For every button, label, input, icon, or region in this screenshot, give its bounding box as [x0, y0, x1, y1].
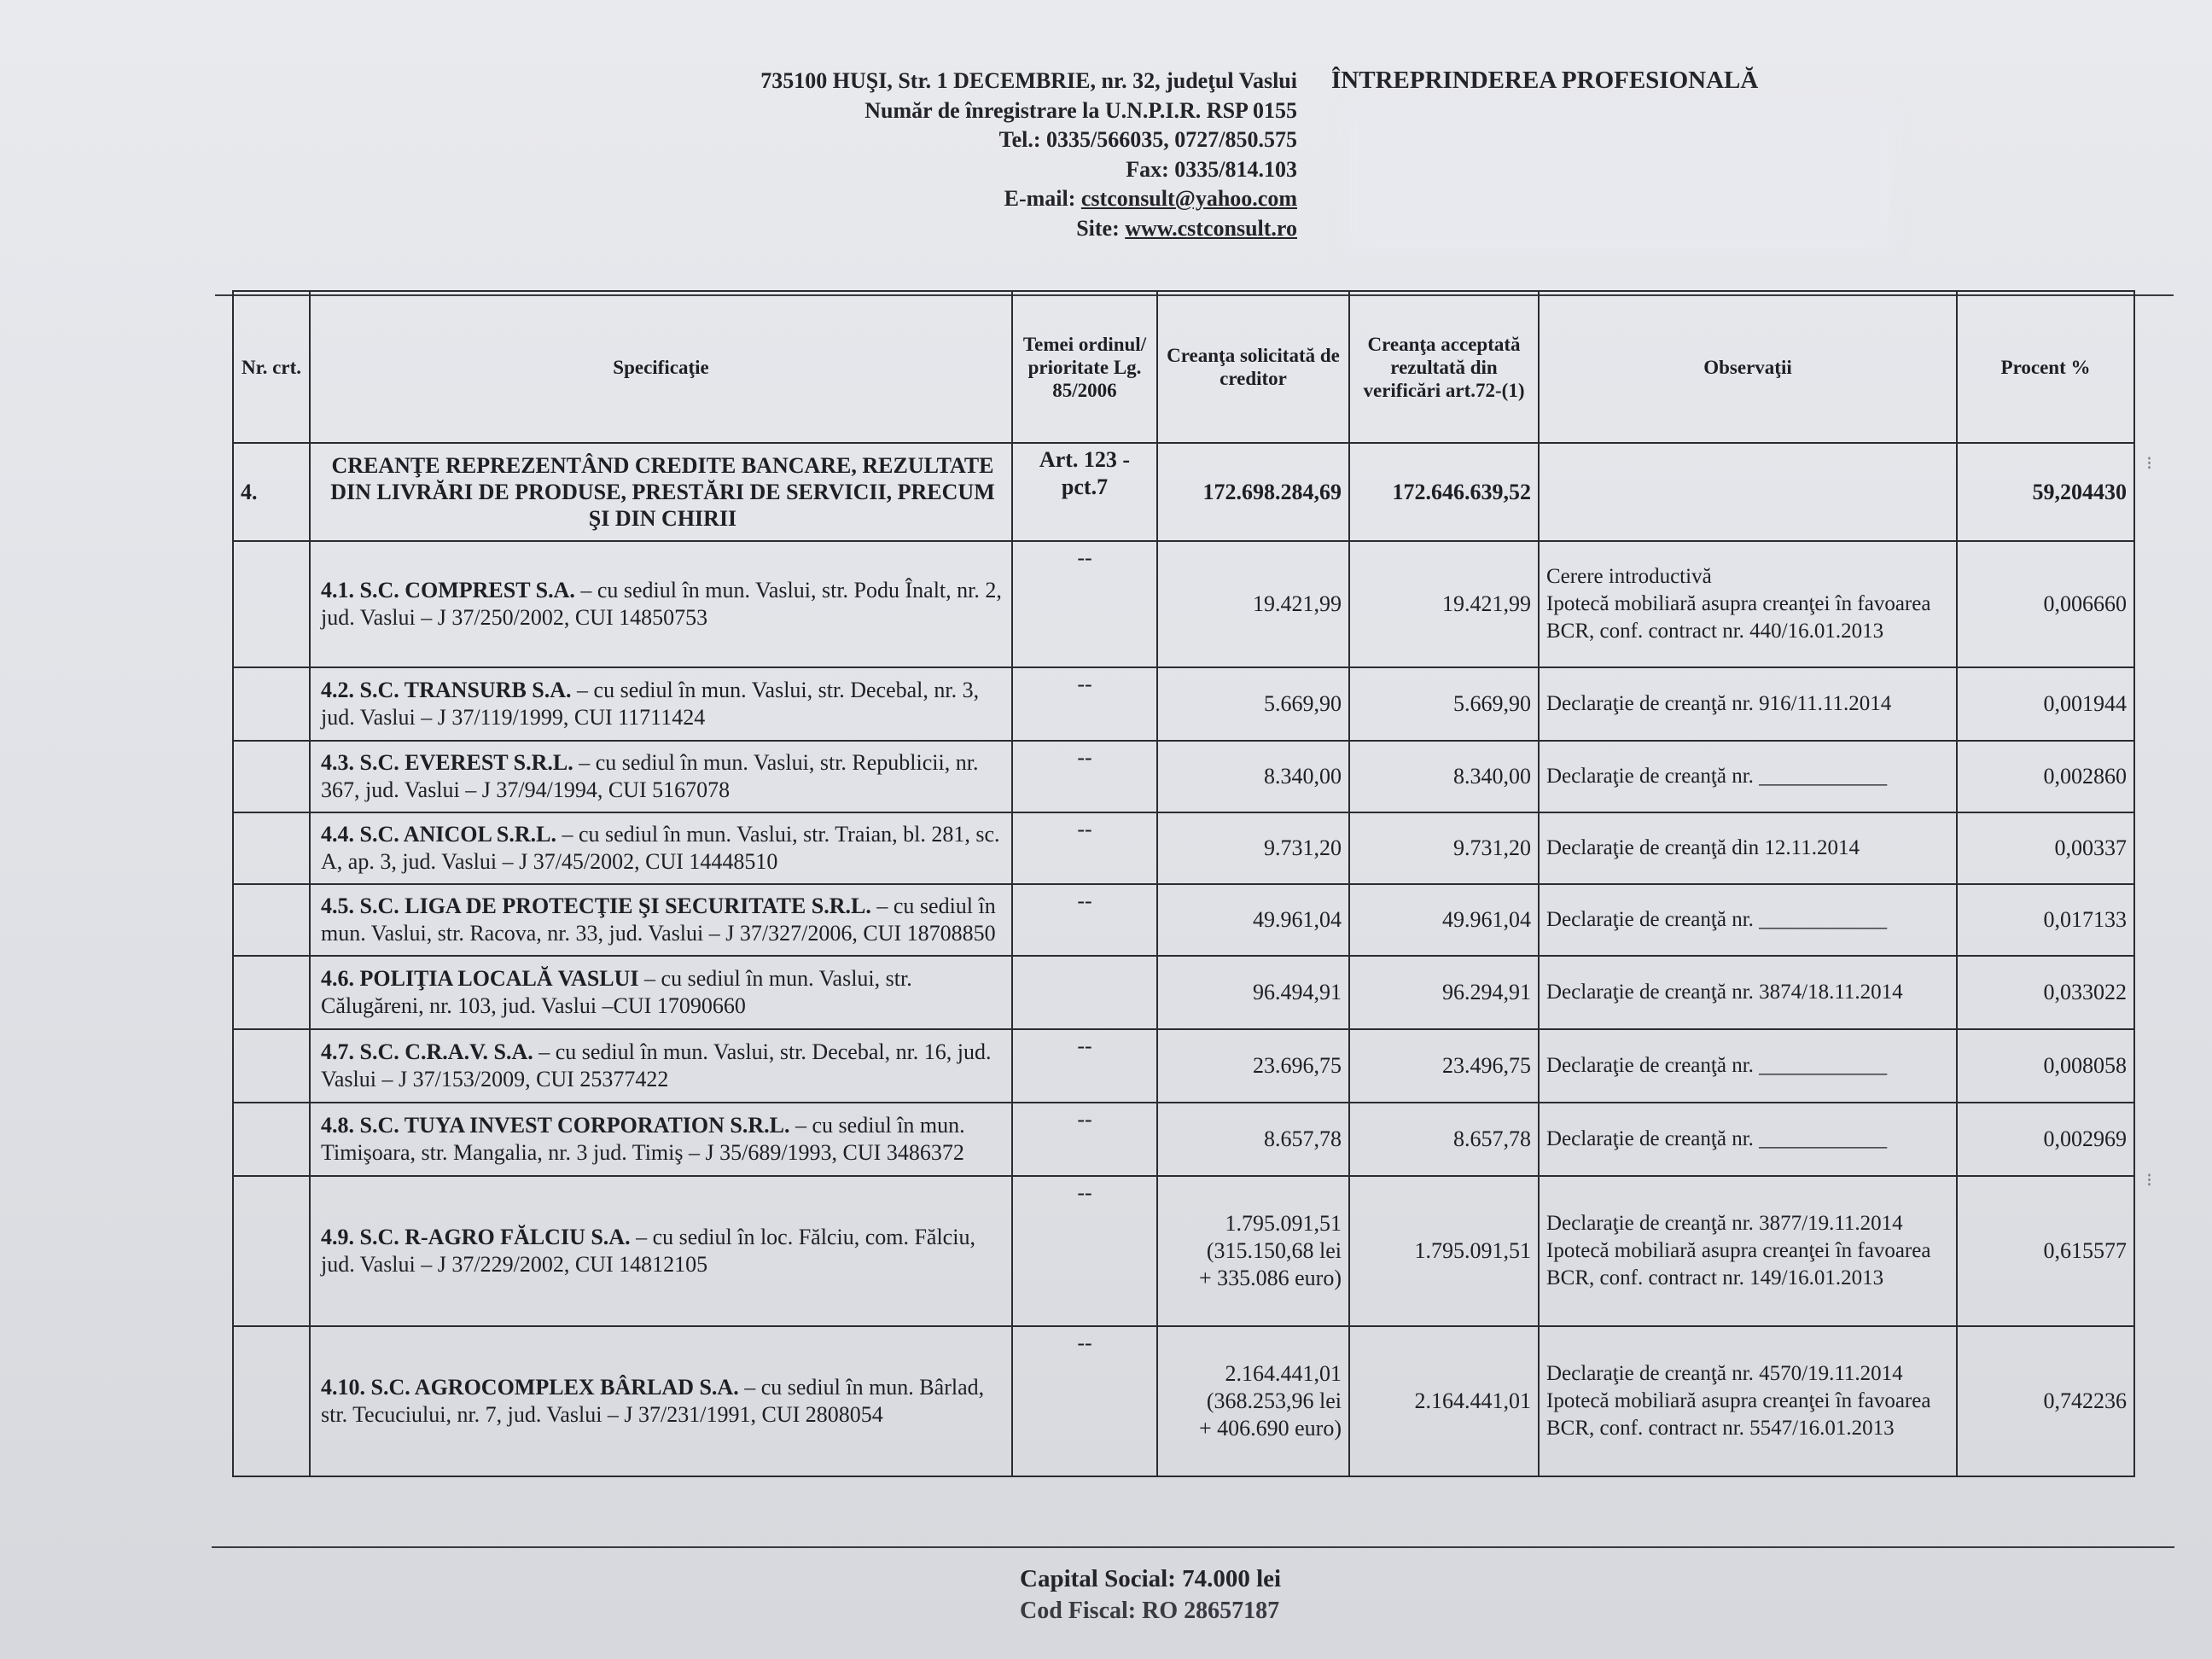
- row-obs: Declaraţie de creanţă nr. ____________: [1539, 741, 1957, 812]
- row-procent: 0,615577: [1957, 1176, 2134, 1326]
- row-solicitata: 23.696,75: [1157, 1029, 1349, 1103]
- row-art: --: [1012, 741, 1157, 812]
- row-spec: [310, 1029, 1012, 1103]
- row-acceptata: 2.164.441,01: [1349, 1326, 1539, 1476]
- row-procent: 0,002969: [1957, 1103, 2134, 1176]
- row-acceptata: 9.731,20: [1349, 812, 1539, 884]
- header-row: [233, 291, 2134, 443]
- capital-social: Capital Social: 74.000 lei: [1020, 1565, 1282, 1592]
- row-obs: Declaraţie de creanţă nr. 3874/18.11.2014: [1539, 956, 1957, 1029]
- table-row: [233, 741, 2134, 812]
- row-art: --: [1012, 1176, 1157, 1326]
- row-acceptata: 19.421,99: [1349, 541, 1539, 667]
- margin-mark: ⁝: [2146, 1169, 2152, 1190]
- row-company-name: POLIŢIA LOCALĂ VASLUI: [359, 966, 639, 991]
- category-acceptata: 172.646.639,52: [1349, 443, 1539, 541]
- row-company-name: S.C. TUYA INVEST CORPORATION S.R.L.: [359, 1113, 790, 1138]
- row-procent: 0,002860: [1957, 741, 2134, 812]
- row-code: 4.8.: [321, 1113, 354, 1138]
- col-temei: Temei ordinul/ prioritate Lg. 85/2006: [1012, 291, 1157, 443]
- row-art: --: [1012, 1103, 1157, 1176]
- row-spec: [310, 741, 1012, 812]
- row-solicitata: 19.421,99: [1157, 541, 1349, 667]
- category-nr: 4.: [233, 443, 310, 541]
- org-title: ÎNTREPRINDEREA PROFESIONALĂ: [1331, 67, 1759, 94]
- redaction-patch: [1353, 109, 1886, 246]
- row-details: – cu sediul în mun. Vaslui, str. Traian, bl. 281, sc. A, ap. 3, jud. Vaslui – J 37/45/2002, CUI 14448510: [321, 822, 1000, 874]
- row-nr: [233, 1029, 310, 1103]
- row-procent: 0,017133: [1957, 884, 2134, 956]
- row-acceptata: 8.657,78: [1349, 1103, 1539, 1176]
- row-code: 4.7.: [321, 1039, 354, 1064]
- row-obs: Declaraţie de creanţă nr. ____________: [1539, 1029, 1957, 1103]
- col-solicitata: Creanţa solicitată de creditor: [1157, 291, 1349, 443]
- row-acceptata: 8.340,00: [1349, 741, 1539, 812]
- row-company-name: S.C. EVEREST S.R.L.: [359, 750, 573, 775]
- col-obs: Observaţii: [1539, 291, 1957, 443]
- row-nr: [233, 741, 310, 812]
- firm-header: [597, 67, 1297, 243]
- row-details: – cu sediul în mun. Timişoara, str. Mangalia, nr. 3 jud. Timiş – J 35/689/1993, CUI 3486372: [321, 1113, 965, 1165]
- table-row: [233, 884, 2134, 956]
- row-code: 4.10.: [321, 1375, 365, 1400]
- row-art: --: [1012, 541, 1157, 667]
- col-acceptata: Creanţa acceptată rezultată din verificări art.72-(1): [1349, 291, 1539, 443]
- address-line: 735100 HUŞI, Str. 1 DECEMBRIE, nr. 32, judeţul Vaslui: [760, 68, 1297, 93]
- table-row: [233, 541, 2134, 667]
- row-obs: Declaraţie de creanţă nr. 916/11.11.2014: [1539, 667, 1957, 741]
- row-solicitata: 49.961,04: [1157, 884, 1349, 956]
- row-spec: [310, 541, 1012, 667]
- row-code: 4.3.: [321, 750, 354, 775]
- row-obs: Declaraţie de creanţă din 12.11.2014: [1539, 812, 1957, 884]
- table-row: [233, 956, 2134, 1029]
- row-solicitata: 2.164.441,01 (368.253,96 lei + 406.690 euro): [1157, 1326, 1349, 1476]
- row-company-name: S.C. AGROCOMPLEX BÂRLAD S.A.: [370, 1375, 739, 1400]
- row-acceptata: 49.961,04: [1349, 884, 1539, 956]
- email-label: E-mail:: [1004, 186, 1076, 211]
- cut-off-line: Cod Fiscal: RO 28657187: [1020, 1598, 1280, 1624]
- col-spec: Specificaţie: [310, 291, 1012, 443]
- site-link[interactable]: www.cstconsult.ro: [1125, 215, 1297, 241]
- row-nr: [233, 1103, 310, 1176]
- row-company-name: S.C. LIGA DE PROTECŢIE ŞI SECURITATE S.R.L.: [359, 894, 871, 918]
- row-procent: 0,008058: [1957, 1029, 2134, 1103]
- row-art: --: [1012, 884, 1157, 956]
- row-details: – cu sediul în mun. Vaslui, str. Decebal, nr. 16, jud. Vaslui – J 37/153/2009, CUI 25377422: [321, 1039, 992, 1091]
- row-acceptata: 1.795.091,51: [1349, 1176, 1539, 1326]
- category-solicitata: 172.698.284,69: [1157, 443, 1349, 541]
- email-link[interactable]: cstconsult@yahoo.com: [1080, 186, 1297, 211]
- row-nr: [233, 1326, 310, 1476]
- row-obs: Declaraţie de creanţă nr. ____________: [1539, 884, 1957, 956]
- table-row: [233, 667, 2134, 741]
- row-code: 4.6.: [321, 966, 354, 991]
- row-details: – cu sediul în mun. Vaslui, str. Călugăreni, nr. 103, jud. Vaslui –CUI 17090660: [321, 966, 912, 1018]
- row-obs: Declaraţie de creanţă nr. ____________: [1539, 1103, 1957, 1176]
- category-row: [233, 443, 2134, 541]
- row-solicitata: 9.731,20: [1157, 812, 1349, 884]
- site-label: Site:: [1076, 215, 1120, 241]
- row-details: – cu sediul în mun. Vaslui, str. Racova, nr. 33, jud. Vaslui – J 37/327/2006, CUI 18708850: [321, 894, 996, 946]
- category-obs: [1539, 443, 1957, 541]
- col-procent: Procent %: [1957, 291, 2134, 443]
- row-obs: Declaraţie de creanţă nr. 4570/19.11.2014 Ipotecă mobiliară asupra creanţei în favoarea BCR, conf. contract nr. 5547/16.01.2013: [1539, 1326, 1957, 1476]
- row-spec: [310, 884, 1012, 956]
- row-spec: [310, 1103, 1012, 1176]
- row-art: --: [1012, 1029, 1157, 1103]
- row-company-name: S.C. COMPREST S.A.: [359, 578, 575, 602]
- site-line: [597, 214, 1297, 244]
- row-procent: 0,00337: [1957, 812, 2134, 884]
- row-code: 4.5.: [321, 894, 354, 918]
- bottom-rule: [212, 1546, 2174, 1548]
- row-procent: 0,033022: [1957, 956, 2134, 1029]
- registration-line: Număr de înregistrare la U.N.P.I.R. RSP 0155: [864, 97, 1297, 123]
- table-row: [233, 812, 2134, 884]
- table-row: [233, 1029, 2134, 1103]
- row-nr: [233, 1176, 310, 1326]
- row-solicitata: 96.494,91: [1157, 956, 1349, 1029]
- row-company-name: S.C. ANICOL S.R.L.: [359, 822, 556, 847]
- row-details: – cu sediul în mun. Vaslui, str. Republicii, nr. 367, jud. Vaslui – J 37/94/1994, CUI 5167078: [321, 750, 979, 802]
- tel-line: Tel.: 0335/566035, 0727/850.575: [998, 127, 1297, 152]
- row-art: --: [1012, 1326, 1157, 1476]
- row-procent: 0,742236: [1957, 1326, 2134, 1476]
- row-company-name: S.C. C.R.A.V. S.A.: [359, 1039, 533, 1064]
- row-code: 4.1.: [321, 578, 354, 602]
- row-spec: [310, 956, 1012, 1029]
- row-procent: 0,001944: [1957, 667, 2134, 741]
- row-acceptata: 96.294,91: [1349, 956, 1539, 1029]
- row-solicitata: 8.340,00: [1157, 741, 1349, 812]
- row-art: --: [1012, 667, 1157, 741]
- row-details: – cu sediul în mun. Bârlad, str. Tecuciului, nr. 7, jud. Vaslui – J 37/231/1991, CUI 2808054: [321, 1375, 985, 1427]
- row-details: – cu sediul în loc. Fălciu, com. Fălciu, jud. Vaslui – J 37/229/2002, CUI 14812105: [321, 1225, 975, 1277]
- col-nr: Nr. crt.: [233, 291, 310, 443]
- table-row: [233, 1103, 2134, 1176]
- row-solicitata: 8.657,78: [1157, 1103, 1349, 1176]
- margin-mark: ⁝: [2146, 452, 2152, 474]
- row-nr: [233, 667, 310, 741]
- row-nr: [233, 541, 310, 667]
- row-company-name: S.C. TRANSURB S.A.: [359, 678, 572, 702]
- row-code: 4.2.: [321, 678, 354, 702]
- row-nr: [233, 812, 310, 884]
- row-procent: 0,006660: [1957, 541, 2134, 667]
- fax-line: Fax: 0335/814.103: [1126, 156, 1297, 182]
- claims-table: [232, 290, 2135, 1477]
- row-nr: [233, 956, 310, 1029]
- table-row: [233, 1176, 2134, 1326]
- row-obs: Cerere introductivă Ipotecă mobiliară asupra creanţei în favoarea BCR, conf. contract nr. 440/16.01.2013: [1539, 541, 1957, 667]
- row-details: – cu sediul în mun. Vaslui, str. Decebal, nr. 3, jud. Vaslui – J 37/119/1999, CUI 11711424: [321, 678, 980, 730]
- row-spec: [310, 1326, 1012, 1476]
- row-spec: [310, 812, 1012, 884]
- row-details: – cu sediul în mun. Vaslui, str. Podu Înalt, nr. 2, jud. Vaslui – J 37/250/2002, CUI 14850753: [321, 578, 1002, 630]
- row-art: --: [1012, 812, 1157, 884]
- email-line: [597, 184, 1297, 214]
- claims-table-wrap: [232, 290, 2135, 1477]
- category-art: Art. 123 - pct.7: [1012, 443, 1157, 541]
- row-solicitata: 1.795.091,51 (315.150,68 lei + 335.086 euro): [1157, 1176, 1349, 1326]
- category-spec: CREANŢE REPREZENTÂND CREDITE BANCARE, REZULTATE DIN LIVRĂRI DE PRODUSE, PRESTĂRI DE SERVICII, PRECUM ŞI DIN CHIRII: [310, 443, 1012, 541]
- row-art: [1012, 956, 1157, 1029]
- row-nr: [233, 884, 310, 956]
- table-row: [233, 1326, 2134, 1476]
- row-code: 4.4.: [321, 822, 354, 847]
- row-spec: [310, 1176, 1012, 1326]
- row-obs: Declaraţie de creanţă nr. 3877/19.11.2014 Ipotecă mobiliară asupra creanţei în favoarea BCR, conf. contract nr. 149/16.01.2013: [1539, 1176, 1957, 1326]
- category-procent: 59,204430: [1957, 443, 2134, 541]
- row-code: 4.9.: [321, 1225, 354, 1249]
- row-company-name: S.C. R-AGRO FĂLCIU S.A.: [359, 1225, 631, 1249]
- row-solicitata: 5.669,90: [1157, 667, 1349, 741]
- row-acceptata: 5.669,90: [1349, 667, 1539, 741]
- row-acceptata: 23.496,75: [1349, 1029, 1539, 1103]
- row-spec: [310, 667, 1012, 741]
